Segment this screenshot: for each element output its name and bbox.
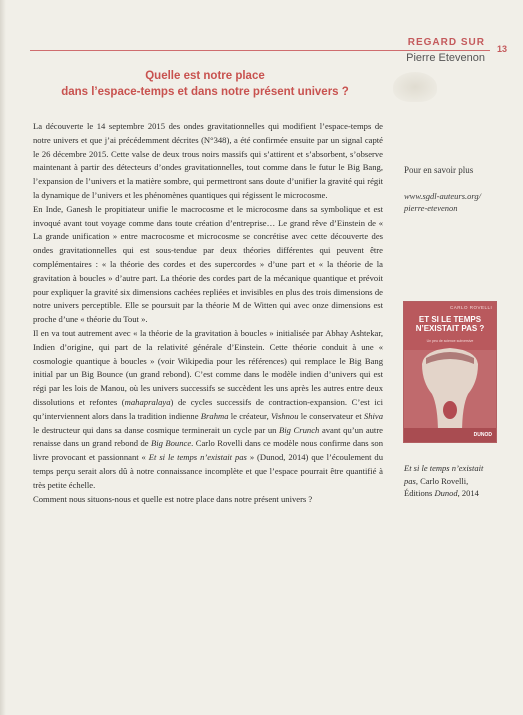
watermark-ornament bbox=[393, 72, 437, 102]
article-body bbox=[33, 120, 383, 506]
p3-text: avant qu’un autre renaisse dans un grand rebond de bbox=[33, 424, 383, 449]
term-vishnou: Vishnou bbox=[270, 410, 299, 421]
title-line-1: Quelle est notre place bbox=[145, 70, 265, 82]
caption-book-title-end: pas bbox=[404, 475, 416, 486]
caption-editions: Éditions bbox=[404, 488, 435, 498]
term-shiva: Shiva bbox=[363, 410, 383, 421]
p3-text: le conservateur et bbox=[298, 410, 364, 421]
book-caption bbox=[404, 462, 509, 500]
caption-line-2 bbox=[404, 475, 509, 488]
caption-publisher: Dunod bbox=[434, 488, 458, 498]
p3-text: le destructeur qui dans sa danse cosmique terminerait un cycle par un bbox=[33, 424, 280, 435]
p3-text: ) de cycles successifs de contraction-expansion. C’est ici qu’interviennent alors dans la tradition indienne bbox=[33, 396, 383, 421]
running-header bbox=[406, 37, 485, 65]
p3-text: Il en va tout autrement avec « la théorie de la gravitation à boucles » initialisée par Abhay Ashtekar, Indien d’origine, qui part de la relativité générale d’Einstein. Cette théorie conduit à une « cosmologie quantique à boucles » (voir Wikipedia pour les références) qui remplace le Big Bang initial par un Big Bounce (un grand rebond). C’est comme dans le modèle indien d’univers qui est régi par les lois de Manou, où les univers successifs se succèdent les uns après les autres entre deux dissolutions et refontes ( bbox=[33, 327, 383, 407]
paragraph-3 bbox=[33, 327, 383, 493]
page-edge bbox=[0, 0, 6, 715]
link-line-1[interactable]: www.sgdl-auteurs.org/ bbox=[404, 191, 481, 201]
author-website-link[interactable] bbox=[404, 190, 504, 214]
caption-book-title: Et si le temps n’existait bbox=[404, 463, 484, 473]
page-number: 13 bbox=[496, 44, 507, 54]
more-info-heading: Pour en savoir plus bbox=[404, 165, 474, 175]
book-title-inline: Et si le temps n’existait pas bbox=[148, 452, 247, 463]
title-line-2: dans l’espace-temps et dans notre présent univers ? bbox=[61, 86, 349, 98]
caption-line-1 bbox=[404, 462, 509, 475]
cover-publisher: DUNOD bbox=[473, 432, 492, 438]
term-big-bounce: Big Bounce bbox=[151, 438, 192, 449]
caption-author: , Carlo Rovelli, bbox=[415, 475, 469, 486]
p3-text: le créateur, bbox=[228, 410, 271, 421]
cover-author: CARLO ROVELLI bbox=[450, 305, 493, 310]
cover-title-line-2: N’EXISTAIT PAS ? bbox=[415, 324, 485, 333]
paragraph-4: Comment nous situons-nous et quelle est notre place dans notre présent univers ? bbox=[33, 493, 313, 504]
caption-year: , 2014 bbox=[457, 488, 479, 498]
paragraph-1: La découverte le 14 septembre 2015 des ondes gravitationnelles qui modifient l’espace-temps de notre univers et que j’ai précédemment décrites (N°348), a été confirmée ensuite par un signal capté le 26 décembre 2015. Cette valse de deux trous noirs massifs qui s’attirent et s’absorbent, s’observe maintenant à partir des détecteurs d’ondes gravitationnelles, tout comme dans le futur le Big Bang, l’expansion de l’univers et la matière sombre, qui permettront sans doute d’unifier la gravité qui régit la dynamique de l’univers et les phénomènes quantiques qui régissent le microcosme. bbox=[33, 121, 383, 200]
cover-title bbox=[408, 315, 492, 333]
term-big-crunch: Big Crunch bbox=[279, 424, 320, 435]
cover-subtitle: Un peu de science subversive bbox=[426, 339, 474, 343]
section-label: REGARD SUR bbox=[407, 37, 485, 48]
cover-title-line-1: ET SI LE TEMPS bbox=[418, 315, 482, 324]
book-cover-image bbox=[404, 302, 496, 442]
term-brahma: Brahma bbox=[200, 410, 229, 421]
p3-text: . Carlo Rovelli dans ce modèle nous confirme dans son livre provocant et passionnant « bbox=[33, 438, 384, 463]
term-mahapralaya: mahapralaya bbox=[124, 396, 171, 407]
author-name: Pierre Etevenon bbox=[406, 52, 485, 64]
article-title bbox=[30, 68, 380, 100]
link-line-2[interactable]: pierre-etevenon bbox=[404, 203, 458, 213]
p3-text: » (Dunod, 2014) que l’écoulement du temps perçu serait alors dû à notre connaissance incomplète et que l’espace pourrait être quantifié à très petite échelle. bbox=[33, 452, 384, 490]
caption-line-3 bbox=[404, 487, 509, 500]
paragraph-2: En Inde, Ganesh le propitiateur unifie le macrocosme et le microcosme dans sa symbolique et est invoqué avant tout voyage comme dans toute création d’entreprise… Le grand rêve d’Einstein de « La grande unification » entre macrocosme et microcosme se concrétise avec cette découverte des ondes gravitationnelles qui est sous-tendue par deux théories différentes qui peuvent être complémentaires : « la théorie des cordes et des supercordes » d’une part et « la théorie de la gravitation à boucles » d’autre part. La théorie des cordes part de la mécanique quantique et prévoit pour expliquer la gravité six dimensions cachées repliées et invisibles en plus des trois dimensions de notre univers perceptible. Elle se poursuit par la théorie M de Witten qui avec onze dimensions est proche d’une « théorie du Tout ». bbox=[33, 203, 383, 325]
